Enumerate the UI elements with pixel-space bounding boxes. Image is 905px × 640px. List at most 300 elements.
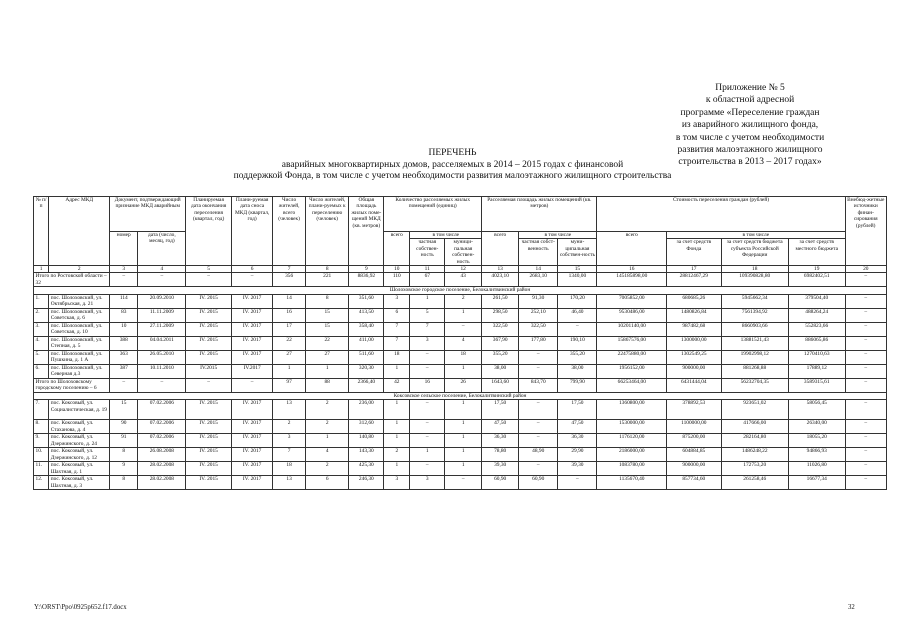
row-cell: 1 [384, 462, 410, 476]
row-cell: 1 [445, 462, 482, 476]
row-cell: 387 [110, 364, 138, 378]
row-cell: IV. 2015 [186, 476, 232, 490]
row-cell: – [410, 420, 445, 434]
column-number-cell: 12 [445, 266, 482, 273]
row-cell: 83 [110, 308, 138, 322]
row-cell: 15867576,00 [597, 336, 667, 350]
total-label: Итого по Ростовской области – 32 [34, 273, 110, 287]
row-cell: 17,50 [558, 400, 597, 420]
row-cell: 680685,26 [667, 294, 721, 308]
header-cost-fund: за счет средств Фонда [667, 239, 721, 266]
row-cell: 312,60 [349, 420, 384, 434]
row-cell: 16677,34 [788, 476, 845, 490]
row-cell: 38,00 [558, 364, 597, 378]
column-number-cell: 17 [667, 266, 721, 273]
row-cell: 1 [305, 434, 349, 448]
total-cell: 88 [305, 378, 349, 392]
table-row [34, 336, 887, 350]
header-count-group: Количество расселяемых жилых помещений (единиц) [384, 197, 482, 232]
appendix-line: строительства в 2013 – 2017 годах» [678, 157, 822, 168]
row-cell: IV. 2015 [186, 462, 232, 476]
row-cell: 320,30 [349, 364, 384, 378]
row-cell: 90 [110, 420, 138, 434]
row-cell: 78,80 [482, 448, 519, 462]
row-cell: 18 [273, 462, 306, 476]
header-total-area: Общая площадь жилых поме-щений МКД (кв. метров) [349, 197, 384, 266]
row-address: пос. Шолоховский, ул. Пушкина, д. 1 А [49, 350, 110, 364]
row-cell: 1176120,00 [597, 434, 667, 448]
total-cell: 1340,00 [558, 273, 597, 287]
header-planned-end: Планируемая дата окончания переселения (квартал, год) [186, 197, 232, 266]
total-cell: 221 [305, 273, 349, 287]
row-cell: 2186000,00 [597, 448, 667, 462]
header-number: № п/п [34, 197, 49, 266]
total-cell: 67 [410, 273, 445, 287]
section-row [34, 287, 887, 295]
row-cell: 7 [273, 448, 306, 462]
row-cell: 114 [110, 294, 138, 308]
row-cell: 19902998,12 [721, 350, 788, 364]
row-cell: 22475880,00 [597, 350, 667, 364]
row-cell: 1 [384, 420, 410, 434]
total-cell: 1643,60 [482, 378, 519, 392]
total-cell: 843,70 [519, 378, 558, 392]
row-address: пос. Шолоховский, ул. Северная д.3 [49, 364, 110, 378]
row-cell: 29,90 [558, 448, 597, 462]
total-label: Итого по Шолоховскому городскому поселению – 6 [34, 378, 110, 392]
row-cell: 2 [305, 462, 349, 476]
row-cell: 16 [273, 308, 306, 322]
row-cell: 3 [384, 294, 410, 308]
column-number-cell: 4 [138, 266, 186, 273]
header-count-municipal: муници-пальная собствен-ность [445, 239, 482, 266]
row-cell: – [519, 364, 558, 378]
row-address: пос. Коксовый, ул. Социалистическая, д. 19 [49, 400, 110, 420]
header-residents-relocated: Число жителей, плани-руемых к переселению (человек) [305, 197, 349, 266]
row-cell: 172753,20 [721, 462, 788, 476]
row-cell: 411,00 [349, 336, 384, 350]
row-cell: 1300000,00 [667, 336, 721, 350]
row-cell: 17,50 [482, 400, 519, 420]
row-cell: 3 [410, 476, 445, 490]
row-number: 12. [34, 476, 49, 490]
total-cell: 4023,10 [482, 273, 519, 287]
total-cell: 110 [384, 273, 410, 287]
appendix-line: в том числе с учетом необходимости [675, 132, 825, 143]
row-cell: – [410, 434, 445, 448]
row-cell: 1 [445, 420, 482, 434]
row-number: 9. [34, 434, 49, 448]
header-cost-group: Стоимость переселения граждан (рублей) [597, 197, 845, 232]
row-cell: 1270410,63 [788, 350, 845, 364]
total-cell: 356 [273, 273, 306, 287]
table-row [34, 400, 887, 420]
row-cell: 875200,00 [667, 434, 721, 448]
row-cell: IV. 2017 [231, 476, 272, 490]
total-cell: 6431444,04 [667, 378, 721, 392]
row-cell: 39,30 [482, 462, 519, 476]
column-number-cell: 14 [519, 266, 558, 273]
column-number-cell: 13 [482, 266, 519, 273]
appendix-line: из аварийного жилищного фонда, [681, 120, 819, 131]
row-cell: 13 [273, 476, 306, 490]
row-cell: IV. 2017 [231, 322, 272, 336]
total-cell: – [231, 378, 272, 392]
row-cell: 13 [273, 400, 306, 420]
row-cell: – [410, 462, 445, 476]
row-cell: 91 [110, 434, 138, 448]
row-cell: – [845, 462, 886, 476]
row-number: 6. [34, 364, 49, 378]
row-cell: 261,50 [482, 294, 519, 308]
row-cell: 886065,86 [788, 336, 845, 350]
total-cell: 66253464,00 [597, 378, 667, 392]
row-number: 1. [34, 294, 49, 308]
row-cell: 17889,12 [788, 364, 845, 378]
row-cell: 322,50 [482, 322, 519, 336]
row-cell: 9 [110, 462, 138, 476]
row-cell: 140,80 [349, 434, 384, 448]
row-cell: 282164,80 [721, 434, 788, 448]
row-cell: 28.02.2008 [138, 462, 186, 476]
appendix-line: Приложение № 5 [715, 83, 785, 93]
row-cell: 236,00 [349, 400, 384, 420]
row-cell: IV. 2017 [231, 462, 272, 476]
header-doc-date: дата (число, месяц, год) [138, 232, 186, 266]
row-cell: 1302549,25 [667, 350, 721, 364]
row-cell: 47,50 [558, 420, 597, 434]
row-address: пос. Шолоховский, ул. Советская, д. 10 [49, 322, 110, 336]
row-cell: 15 [110, 400, 138, 420]
row-cell: – [519, 350, 558, 364]
column-number-cell: 5 [186, 266, 232, 273]
row-cell: – [558, 476, 597, 490]
row-cell: IV. 2017 [231, 308, 272, 322]
row-cell: – [519, 400, 558, 420]
row-cell: 60,90 [482, 476, 519, 490]
row-cell: – [845, 308, 886, 322]
header-doc-number: номер [110, 232, 138, 266]
section1-rows [34, 294, 887, 378]
header-cost-incl: в том числе [667, 232, 845, 239]
row-cell: – [558, 322, 597, 336]
header-count-total: всего [384, 232, 410, 266]
row-cell: 14 [273, 294, 306, 308]
row-cell: 1 [445, 308, 482, 322]
table-row [34, 364, 887, 378]
row-cell: 27 [305, 350, 349, 364]
row-cell: 923651,02 [721, 400, 788, 420]
row-cell: IV. 2015 [186, 322, 232, 336]
row-cell: 22 [305, 336, 349, 350]
row-number: 5. [34, 350, 49, 364]
row-cell: 2 [445, 294, 482, 308]
total-cell: 42 [384, 378, 410, 392]
row-cell: 2 [305, 400, 349, 420]
row-cell: 367,90 [482, 336, 519, 350]
row-cell: 298,50 [482, 308, 519, 322]
row-cell: 1 [445, 364, 482, 378]
row-number: 8. [34, 420, 49, 434]
total-cell: 26 [445, 378, 482, 392]
row-cell: 246,30 [349, 476, 384, 490]
row-cell: 857734,60 [667, 476, 721, 490]
row-cell: 261258,46 [721, 476, 788, 490]
table-row [34, 448, 887, 462]
row-address: пос. Коксовый, ул. Шахтная, д. 3 [49, 476, 110, 490]
total-cell: 97 [273, 378, 306, 392]
row-cell: 252,10 [519, 308, 558, 322]
row-number: 4. [34, 336, 49, 350]
row-cell: 1 [410, 294, 445, 308]
row-cell: 2 [273, 420, 306, 434]
row-cell: 58056,45 [788, 400, 845, 420]
row-cell: 388 [110, 336, 138, 350]
heading-line: поддержкой Фонда, в том числе с учетом необходимости развития малоэтажного жилищного строительства [233, 171, 672, 181]
row-cell: 363 [110, 350, 138, 364]
row-cell: – [410, 364, 445, 378]
row-cell: 322,50 [519, 322, 558, 336]
row-cell: 10.11.2010 [138, 364, 186, 378]
header-area-total: всего [482, 232, 519, 266]
row-cell: 39,30 [558, 462, 597, 476]
row-cell: 1486248,22 [721, 448, 788, 462]
total-cell: 3589315,61 [788, 378, 845, 392]
total-cell: – [231, 273, 272, 287]
row-cell: IV. 2015 [186, 350, 232, 364]
total-region-row [34, 273, 887, 287]
row-cell: – [410, 350, 445, 364]
row-cell: 1 [273, 364, 306, 378]
row-cell: 38,00 [482, 364, 519, 378]
row-cell: 1956152,00 [597, 364, 667, 378]
row-cell: – [519, 462, 558, 476]
row-cell: 04.04.2011 [138, 336, 186, 350]
total-section-row [34, 378, 887, 392]
houses-table [33, 196, 887, 490]
row-cell: – [845, 294, 886, 308]
row-cell: 6 [384, 308, 410, 322]
column-number-cell: 20 [845, 266, 886, 273]
appendix-line: к областной адресной [705, 95, 795, 106]
row-cell: 1 [410, 448, 445, 462]
row-cell: 07.02.2006 [138, 434, 186, 448]
row-address: пос. Коксовый, ул. Стаханова, д. 4 [49, 420, 110, 434]
table-row [34, 322, 887, 336]
row-cell: 26.05.2010 [138, 350, 186, 364]
row-cell: 10 [110, 322, 138, 336]
row-cell: – [845, 400, 886, 420]
column-number-cell: 10 [384, 266, 410, 273]
table-row [34, 476, 887, 490]
appendix-line: развития малоэтажного жилищного [677, 145, 823, 156]
total-cell: 799,90 [558, 378, 597, 392]
row-cell: 355,20 [558, 350, 597, 364]
column-number-cell: 6 [231, 266, 272, 273]
table-row [34, 462, 887, 476]
row-cell: 36,30 [482, 434, 519, 448]
row-number: 2. [34, 308, 49, 322]
row-cell: 8 [305, 294, 349, 308]
row-cell: 1 [445, 400, 482, 420]
row-cell: 22 [273, 336, 306, 350]
row-cell: 881268,88 [721, 364, 788, 378]
total-cell: – [845, 378, 886, 392]
total-cell: – [186, 273, 232, 287]
column-number-cell: 16 [597, 266, 667, 273]
row-cell: 60,90 [519, 476, 558, 490]
total-cell: 56232704,35 [721, 378, 788, 392]
row-cell: 170,20 [558, 294, 597, 308]
column-number-cell: 9 [349, 266, 384, 273]
total-cell: 2366,40 [349, 378, 384, 392]
row-cell: – [845, 322, 886, 336]
row-cell: 7005852,00 [597, 294, 667, 308]
row-cell: IV. 2015 [186, 448, 232, 462]
row-cell: – [845, 476, 886, 490]
row-cell: – [845, 350, 886, 364]
row-cell: 987482,68 [667, 322, 721, 336]
column-number-cell: 19 [788, 266, 845, 273]
row-cell: 18 [445, 350, 482, 364]
total-cell: 6982402,51 [788, 273, 845, 287]
row-cell: 94866,93 [788, 448, 845, 462]
row-cell: 9530486,00 [597, 308, 667, 322]
column-number-cell: 2 [49, 266, 110, 273]
row-cell: – [519, 434, 558, 448]
row-cell: 4 [305, 448, 349, 462]
row-cell: 07.02.2006 [138, 420, 186, 434]
row-cell: IV.2017 [231, 364, 272, 378]
row-cell: IV.2015 [186, 364, 232, 378]
row-cell: 47,50 [482, 420, 519, 434]
row-cell: 27 [273, 350, 306, 364]
row-cell: – [845, 420, 886, 434]
total-cell: 16 [410, 378, 445, 392]
document-heading [0, 148, 905, 183]
row-cell: 413,50 [349, 308, 384, 322]
row-cell: – [845, 364, 886, 378]
row-cell: 07.02.2006 [138, 400, 186, 420]
row-cell: 488264,24 [788, 308, 845, 322]
column-number-cell: 3 [110, 266, 138, 273]
row-cell: 2 [384, 448, 410, 462]
row-number: 10. [34, 448, 49, 462]
row-cell: 355,20 [482, 350, 519, 364]
header-residents-total: Число жителей, всего (человек) [273, 197, 306, 266]
row-address: пос. Шолоховский, ул. Степная, д. 5 [49, 336, 110, 350]
header-offbudget: Внебюд-жетные источники финан-сирования (рублей) [845, 197, 886, 266]
header-area-group: Расселяемая площадь жилых помещений (кв. метров) [482, 197, 597, 232]
row-cell: IV. 2017 [231, 420, 272, 434]
row-cell: 46,40 [558, 308, 597, 322]
row-cell: 3 [273, 434, 306, 448]
row-cell: 18055,20 [788, 434, 845, 448]
row-cell: IV. 2015 [186, 294, 232, 308]
row-cell: 7 [384, 322, 410, 336]
row-cell: IV. 2017 [231, 434, 272, 448]
total-cell: 109390828,80 [721, 273, 788, 287]
column-number-cell: 1 [34, 266, 49, 273]
row-cell: 6 [305, 476, 349, 490]
row-cell: 1 [445, 448, 482, 462]
row-cell: 7 [410, 322, 445, 336]
row-cell: 20.09.2010 [138, 294, 186, 308]
table-row [34, 308, 887, 322]
row-number: 3. [34, 322, 49, 336]
row-cell: 2 [305, 420, 349, 434]
row-cell: 91,30 [519, 294, 558, 308]
row-cell: IV. 2015 [186, 434, 232, 448]
row-cell: IV. 2015 [186, 308, 232, 322]
row-cell: 358,40 [349, 322, 384, 336]
row-cell: 511,60 [349, 350, 384, 364]
row-cell: IV. 2017 [231, 448, 272, 462]
header-document: Документ, подтверждающий признание МКД аварийным [110, 197, 186, 232]
row-cell: 36,30 [558, 434, 597, 448]
row-cell: IV. 2017 [231, 336, 272, 350]
row-address: пос. Коксовый, ул. Шахтная, д. 1 [49, 462, 110, 476]
row-cell: 17 [273, 322, 306, 336]
row-cell: 4 [445, 336, 482, 350]
column-number-cell: 15 [558, 266, 597, 273]
total-cell: 145185898,00 [597, 273, 667, 287]
total-cell: – [138, 378, 186, 392]
row-cell: 417666,00 [721, 420, 788, 434]
header-area-private: частная собст-венность [519, 239, 558, 266]
row-cell: 177,80 [519, 336, 558, 350]
row-cell: – [445, 476, 482, 490]
row-address: пос. Коксовый, ул. Дзержинского, д. 12 [49, 448, 110, 462]
row-cell: 1530000,00 [597, 420, 667, 434]
row-cell: 28.02.2008 [138, 476, 186, 490]
column-number-row [34, 266, 887, 273]
row-address: пос. Коксовый, ул. Дзержинского, д. 24 [49, 434, 110, 448]
table-row [34, 294, 887, 308]
heading-title: ПЕРЕЧЕНЬ [428, 148, 477, 158]
row-cell: 26340,00 [788, 420, 845, 434]
row-cell: 1 [384, 400, 410, 420]
header-cost-total: всего [597, 232, 667, 266]
row-cell: 425,30 [349, 462, 384, 476]
total-cell: – [138, 273, 186, 287]
header-area-incl: в том числе [519, 232, 597, 239]
row-cell: – [445, 322, 482, 336]
row-cell: 1083780,00 [597, 462, 667, 476]
row-cell: 48,90 [519, 448, 558, 462]
row-cell: 13881521,43 [721, 336, 788, 350]
row-cell: IV. 2015 [186, 336, 232, 350]
row-cell: 5 [410, 308, 445, 322]
row-cell: 8 [110, 448, 138, 462]
row-cell: IV. 2017 [231, 294, 272, 308]
header-area-municipal: муни-ципальная собствен-ность [558, 239, 597, 266]
column-number-cell: 18 [721, 266, 788, 273]
header-address: Адрес МКД [49, 197, 110, 266]
row-cell: 1 [305, 364, 349, 378]
row-cell: IV. 2017 [231, 400, 272, 420]
row-cell: – [519, 420, 558, 434]
header-count-incl: в том числе [410, 232, 482, 239]
row-cell: 1100000,00 [667, 420, 721, 434]
section-title: Коксовское сельское поселение, Белокалитвинский район [34, 392, 887, 400]
header-planned-demolition: Плани-руемая дата сноса МКД (квартал, год) [231, 197, 272, 266]
row-cell: 11026,80 [788, 462, 845, 476]
row-cell: – [845, 448, 886, 462]
total-cell: – [186, 378, 232, 392]
row-cell: 5945662,34 [721, 294, 788, 308]
total-cell: – [110, 378, 138, 392]
